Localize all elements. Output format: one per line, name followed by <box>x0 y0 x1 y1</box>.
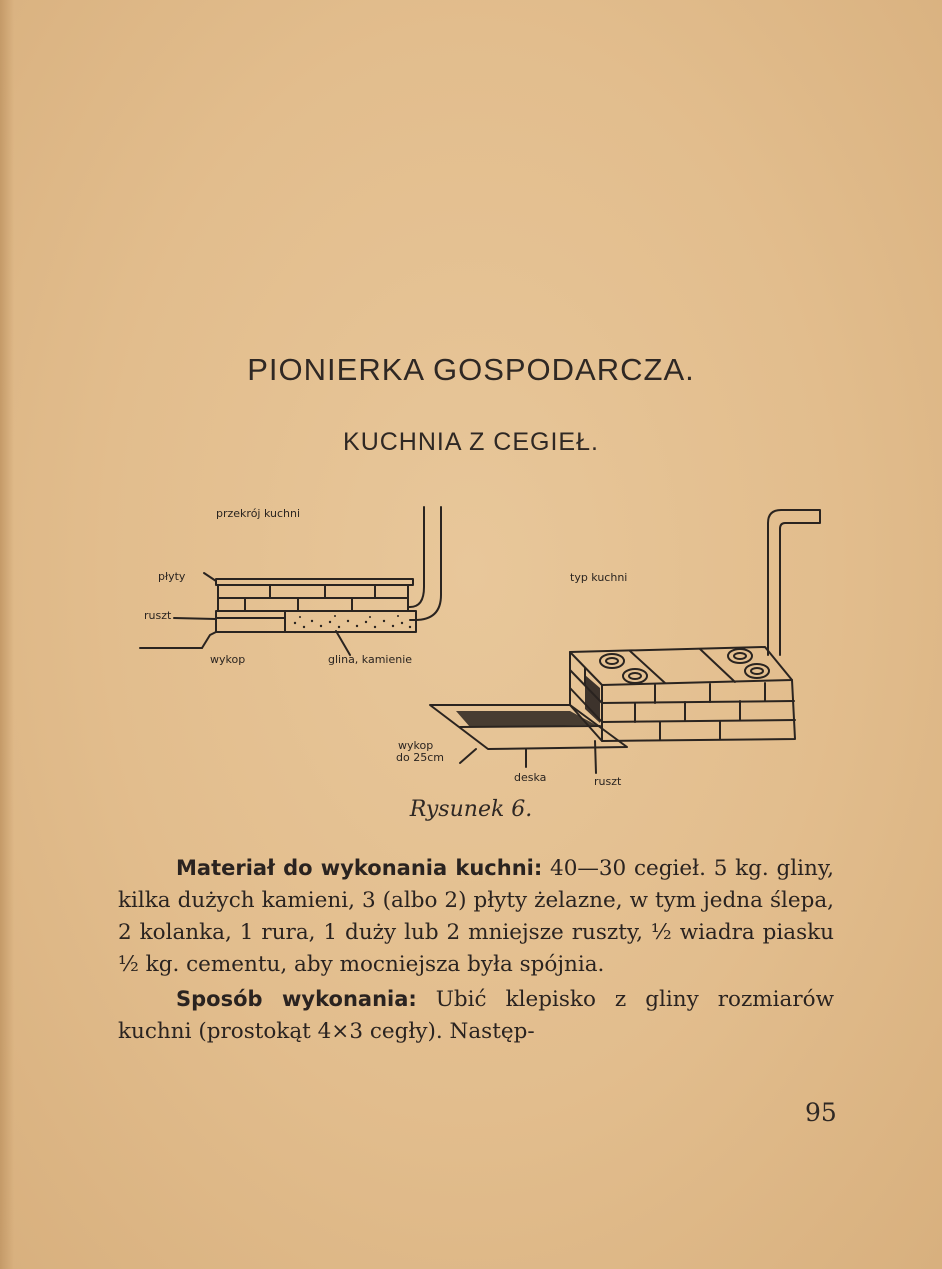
label-section: przekrój kuchni <box>216 507 301 520</box>
method-heading: Sposób wykonania: <box>176 987 417 1011</box>
page-title: PIONIERKA GOSPODARCZA. <box>247 352 695 387</box>
label-grate-2: ruszt <box>594 775 622 788</box>
materials-text: 40—30 cegieł. 5 kg. gliny, kilka dużych kamieni, 3 (albo 2) płyty żelazne, w tym jedna ślepa, 2 kolanka, 1 rura, 1 duży lub 2 mniejsze ruszty, ½ wiadra piasku ½ kg. cementu, aby mocniejsza była spójnia. <box>118 856 834 977</box>
paragraph-materials <box>118 852 834 981</box>
stove-type-drawing <box>430 510 820 773</box>
label-clay: glina, kamienie <box>328 653 413 666</box>
page-edge <box>0 0 14 1269</box>
label-board: deska <box>514 771 547 784</box>
body-text <box>118 852 834 1048</box>
label-grate: ruszt <box>144 609 172 622</box>
section-title: KUCHNIA Z CEGIEŁ. <box>343 428 599 456</box>
method-text: Ubić klepisko z gliny rozmiarów kuchni (prostokąt 4×3 cegły). Następ- <box>118 987 834 1044</box>
label-pit: wykop <box>210 653 246 666</box>
materials-heading: Materiał do wykonania kuchni: <box>176 856 543 880</box>
label-plates: płyty <box>158 570 186 583</box>
page-number: 95 <box>805 1098 837 1127</box>
label-type: typ kuchni <box>570 571 628 584</box>
figure-caption: Rysunek 6. <box>409 797 533 822</box>
label-pit-depth-2: do 25cm <box>396 751 444 764</box>
paragraph-method <box>118 983 834 1048</box>
stove-illustration <box>130 495 830 795</box>
label-pit-depth-1: wykop <box>398 739 434 752</box>
